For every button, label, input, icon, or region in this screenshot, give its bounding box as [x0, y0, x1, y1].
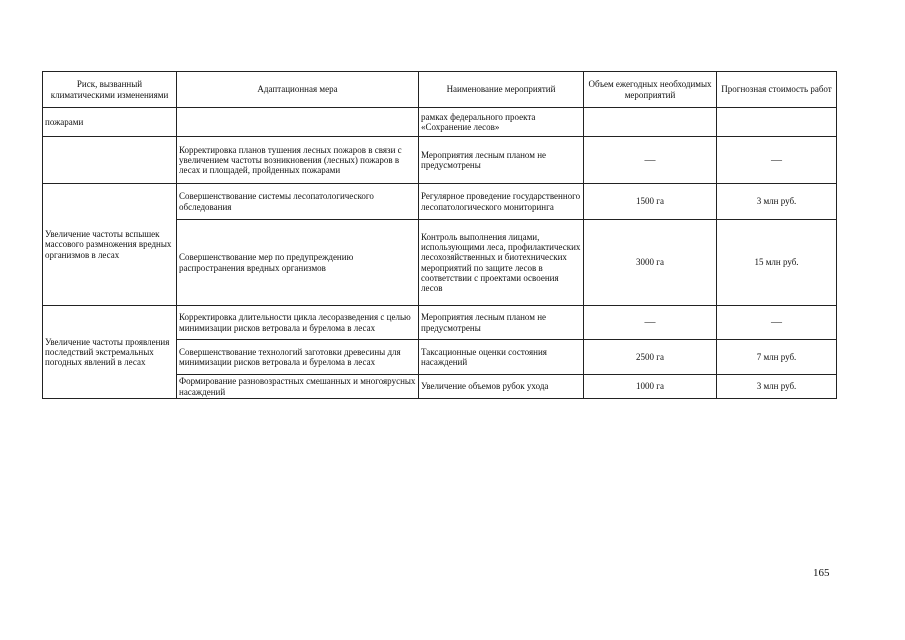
cell-measure: Совершенствование мер по предупреждению распространения вредных организмов — [177, 220, 419, 306]
cell-event: Мероприятия лесным планом не предусмотрены — [419, 137, 584, 184]
cell-event: рамках федерального проекта «Сохранение лесов» — [419, 108, 584, 137]
cell-cost: — — [717, 137, 837, 184]
cell-event: Контроль выполнения лицами, использующими леса, профилактических лесохозяйственных и биотехнических мероприятий по защите лесов в соответствии с проектами освоения лесов — [419, 220, 584, 306]
cell-cost: — — [717, 306, 837, 340]
cell-cost: 15 млн руб. — [717, 220, 837, 306]
cell-volume: 2500 га — [584, 340, 717, 375]
cell-measure: Формирование разновозрастных смешанных и многоярусных насаждений — [177, 375, 419, 399]
cell-volume: — — [584, 137, 717, 184]
cell-risk: пожарами — [43, 108, 177, 137]
cell-volume: — — [584, 306, 717, 340]
measures-table — [42, 71, 837, 399]
header-measure: Адаптационная мера — [177, 72, 419, 108]
cell-volume: 1000 га — [584, 375, 717, 399]
cell-cost: 7 млн руб. — [717, 340, 837, 375]
cell-volume — [584, 108, 717, 137]
cell-measure: Совершенствование системы лесопатологического обследования — [177, 184, 419, 220]
cell-cost: 3 млн руб. — [717, 375, 837, 399]
cell-measure — [177, 108, 419, 137]
cell-cost — [717, 108, 837, 137]
table-row — [43, 184, 837, 220]
cell-volume: 1500 га — [584, 184, 717, 220]
cell-measure: Совершенствование технологий заготовки древесины для минимизации рисков ветровала и бурелома в лесах — [177, 340, 419, 375]
header-volume: Объем ежегодных необходимых мероприятий — [584, 72, 717, 108]
cell-volume: 3000 га — [584, 220, 717, 306]
cell-measure: Корректировка планов тушения лесных пожаров в связи с увеличением частоты возникновения (лесных) пожаров в лесах и площадей, пройденных пожарами — [177, 137, 419, 184]
cell-risk-empty — [43, 137, 177, 184]
table-header-row — [43, 72, 837, 108]
cell-risk: Увеличение частоты вспышек массового размножения вредных организмов в лесах — [43, 184, 177, 306]
cell-event: Регулярное проведение государственного лесопатологического мониторинга — [419, 184, 584, 220]
table-row — [43, 306, 837, 340]
header-risk: Риск, вызванный климатическими изменениями — [43, 72, 177, 108]
cell-measure: Корректировка длительности цикла лесоразведения с целью минимизации рисков ветровала и бурелома в лесах — [177, 306, 419, 340]
table-row — [43, 137, 837, 184]
header-event: Наименование мероприятий — [419, 72, 584, 108]
page-number: 165 — [813, 567, 830, 579]
cell-event: Таксационные оценки состояния насаждений — [419, 340, 584, 375]
table-row — [43, 108, 837, 137]
cell-event: Увеличение объемов рубок ухода — [419, 375, 584, 399]
cell-risk: Увеличение частоты проявления последствий экстремальных погодных явлений в лесах — [43, 306, 177, 399]
cell-cost: 3 млн руб. — [717, 184, 837, 220]
cell-event: Мероприятия лесным планом не предусмотрены — [419, 306, 584, 340]
header-cost: Прогнозная стоимость работ — [717, 72, 837, 108]
